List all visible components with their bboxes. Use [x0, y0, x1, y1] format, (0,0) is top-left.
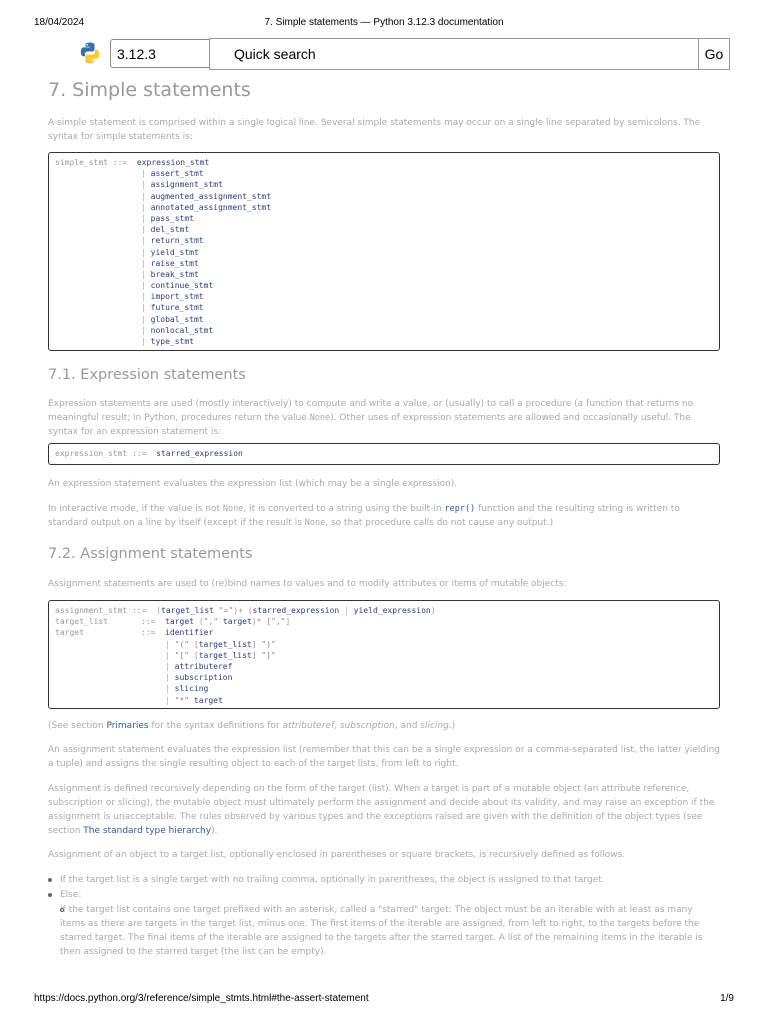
repr-link[interactable]: repr()	[444, 504, 476, 514]
grammar-token-link[interactable]: continue_stmt	[150, 281, 214, 291]
go-button[interactable]: Go	[698, 38, 730, 70]
grammar-rule-name: simple_stmt	[55, 158, 108, 167]
page-number: 1/9	[720, 993, 734, 1004]
standard-type-hierarchy-link[interactable]: The standard type hierarchy	[83, 826, 212, 836]
grammar-operator: ::=	[112, 158, 128, 167]
bullet-icon	[48, 893, 52, 897]
grammar-token-link[interactable]: target	[165, 617, 194, 627]
print-title: 7. Simple statements — Python 3.12.3 documentation	[264, 17, 504, 28]
list-item: Else:	[48, 888, 720, 902]
grammar-token-link[interactable]: identifier	[165, 628, 214, 638]
grammar-row	[55, 157, 713, 168]
assignment-rules-list	[48, 873, 720, 959]
expression-statements-paragraph: Expression statements are used (mostly interactively) to compute and write a value, or (usually) to call a procedure (a function that returns no meaningful result; in Python, procedures return the value None). Other uses of expression statements are allowed and occasionally useful. The syntax for an expression statement is:	[48, 399, 694, 437]
grammar-row: | continue_stmt	[141, 281, 214, 291]
main-content	[48, 76, 720, 959]
print-url: https://docs.python.org/3/reference/simple_stmts.html#the-assert-statement	[34, 993, 369, 1004]
list-item: If the target list is a single target with no trailing comma, optionally in parentheses, the object is assigned to that target.	[48, 873, 720, 887]
grammar-token-link[interactable]: nonlocal_stmt	[150, 325, 214, 335]
grammar-token-link[interactable]: assignment_stmt	[150, 180, 223, 190]
top-bar	[78, 38, 730, 70]
grammar-token-link[interactable]: raise_stmt	[150, 258, 199, 268]
grammar-token-link[interactable]: attributeref	[174, 661, 233, 671]
grammar-rule-name: expression_stmt	[55, 449, 128, 458]
grammar-row: | yield_stmt	[141, 247, 199, 257]
list-item: If the target list contains one target prefixed with an asterisk, called a "starred" target: The object must be an iterable with at least as many items as there are targets in the target list, minus one. The first items of the iterable are assigned, from left to right, to the targets before the starred target. The final items of the iterable are assigned to the targets after the starred target. A list of the remaining items in the iterable is then assigned to the starred target (the list can be empty).	[60, 905, 703, 957]
assignment-stmt-grammar: assignment_stmt ::= ( target_list "=" )+ ( starred_expression | yield_expression ) target_list ::= target ( "," target )* [ "," ] target ::= identifier | "(" [ target_list ] ")" | "[" [ target_list ] "]" | attributeref | subscription | slicing | "*" target	[48, 600, 720, 709]
grammar-row: | assert_stmt	[141, 169, 204, 179]
search-placeholder: Quick search	[234, 46, 316, 62]
grammar-token-link[interactable]: global_stmt	[150, 314, 204, 324]
quick-search-input[interactable]	[209, 38, 699, 70]
grammar-token-link[interactable]: return_stmt	[150, 236, 204, 246]
intro-paragraph: A simple statement is comprised within a single logical line. Several simple statements may occur on a single line separated by semicolons. The syntax for simple statements is:	[48, 118, 701, 142]
grammar-token-link[interactable]: starred_expression	[252, 606, 340, 615]
bullet-icon	[48, 878, 52, 882]
grammar-token-link[interactable]: break_stmt	[150, 269, 199, 279]
grammar-token-link[interactable]: expression_stmt	[136, 158, 210, 167]
grammar-row: | del_stmt	[141, 225, 190, 235]
section-heading-assignment-statements: 7.2. Assignment statements	[48, 546, 253, 562]
print-date: 18/04/2024	[34, 17, 85, 28]
grammar-token-link[interactable]: target	[189, 695, 223, 705]
grammar-row: | future_stmt	[141, 303, 204, 313]
grammar-token-link[interactable]: starred_expression	[156, 449, 243, 458]
page-title: 7. Simple statements	[48, 79, 251, 101]
grammar-row: | augmented_assignment_stmt	[141, 191, 272, 201]
grammar-row: | global_stmt	[141, 314, 204, 324]
hollow-bullet-icon	[60, 908, 64, 912]
simple-stmt-grammar	[48, 152, 720, 351]
grammar-token-link[interactable]: slicing	[174, 684, 209, 694]
grammar-row: | nonlocal_stmt	[141, 325, 214, 335]
grammar-token-link[interactable]: augmented_assignment_stmt	[150, 191, 272, 201]
grammar-token-link[interactable]: target_list	[161, 606, 214, 615]
grammar-token-link[interactable]: future_stmt	[150, 303, 204, 313]
grammar-token-link[interactable]: target	[218, 617, 252, 627]
interactive-mode-paragraph: In interactive mode, if the value is not None, it is converted to a string using the built-in repr() function and the resulting string is written to standard output on a line by itself (except if the result is None, so that procedure calls do not cause any output.)	[48, 504, 680, 528]
print-footer	[34, 993, 734, 1007]
grammar-token-link[interactable]: annotated_assignment_stmt	[150, 202, 272, 212]
grammar-row: | break_stmt	[141, 269, 199, 279]
grammar-token-link[interactable]: target_list	[198, 639, 252, 649]
grammar-row: | import_stmt	[141, 292, 204, 302]
grammar-row: | pass_stmt	[141, 213, 194, 223]
grammar-row: | raise_stmt	[141, 258, 199, 268]
grammar-token-link[interactable]: yield_stmt	[150, 247, 199, 257]
primaries-link[interactable]: Primaries	[106, 721, 149, 731]
grammar-token-link[interactable]: target_list	[198, 650, 252, 660]
python-logo-icon[interactable]	[78, 41, 102, 65]
grammar-token-link[interactable]: pass_stmt	[150, 213, 194, 223]
section-heading-expression-statements: 7.1. Expression statements	[48, 367, 246, 383]
assignment-target-list-paragraph: Assignment of an object to a target list, optionally enclosed in parentheses or square brackets, is recursively defined as follows.	[48, 850, 626, 860]
see-primaries-paragraph: (See section Primaries for the syntax definitions for attributeref, subscription, and slicing.)	[48, 721, 456, 731]
grammar-token-link[interactable]: subscription	[174, 673, 233, 683]
grammar-token-link[interactable]: yield_expression	[353, 606, 431, 615]
grammar-row: | annotated_assignment_stmt	[141, 202, 272, 212]
grammar-row: | assignment_stmt	[141, 180, 223, 190]
assignment-evaluates-paragraph: An assignment statement evaluates the expression list (remember that this can be a single expression or a comma-separated list, the latter yielding a tuple) and assigns the single resulting object to each of the target lists, from left to right.	[48, 745, 720, 769]
expression-evaluates-paragraph: An expression statement evaluates the expression list (which may be a single expression).	[48, 479, 458, 489]
print-header	[34, 17, 734, 31]
version-value: 3.12.3	[117, 46, 156, 62]
grammar-token-link[interactable]: type_stmt	[150, 337, 194, 346]
grammar-row: | type_stmt	[141, 337, 194, 346]
grammar-operator: ::=	[132, 449, 147, 458]
expression-stmt-grammar	[48, 443, 720, 465]
assignment-recursive-paragraph: Assignment is defined recursively depending on the form of the target (list). When a target is part of a mutable object (an attribute reference, subscription or slicing), the mutable object must ultimately perform the assignment and decide about its validity, and may raise an exception if the assignment is unacceptable. The rules observed by various types and the exceptions raised are given with the definition of the object types (see section The standard type hierarchy).	[48, 784, 715, 836]
assignment-intro-paragraph: Assignment statements are used to (re)bind names to values and to modify attributes or items of mutable objects:	[48, 579, 567, 589]
grammar-row: | return_stmt	[141, 236, 204, 246]
grammar-token-link[interactable]: assert_stmt	[150, 169, 204, 179]
grammar-token-link[interactable]: del_stmt	[150, 225, 190, 235]
grammar-token-link[interactable]: import_stmt	[150, 292, 204, 302]
none-literal: None	[309, 413, 331, 423]
